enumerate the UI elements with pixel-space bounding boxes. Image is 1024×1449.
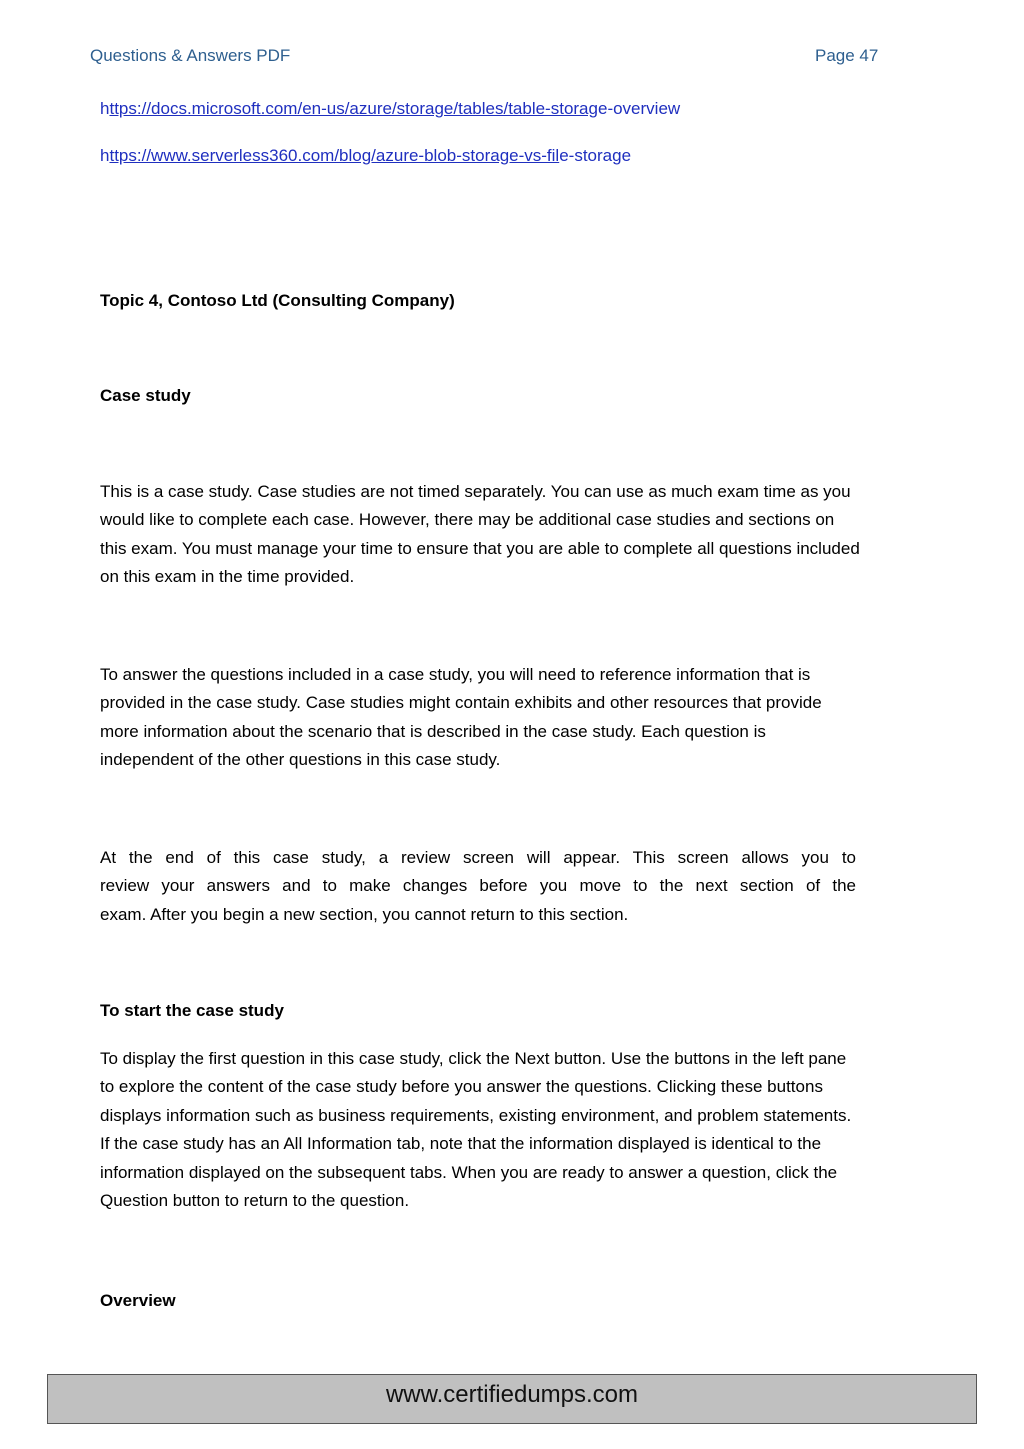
case-study-heading: Case study: [100, 386, 191, 405]
page-number: Page 47: [815, 46, 879, 65]
paragraph-line: to explore the content of the case study before you answer the questions. Clicking these buttons: [100, 1077, 823, 1097]
link-underlined-text[interactable]: ttps://www.serverless360.com/blog/azure-blob-storage-vs-fil: [109, 146, 560, 165]
paragraph-line: Question button to return to the question.: [100, 1191, 410, 1211]
paragraph-line: This is a case study. Case studies are not timed separately. You can use as much exam time as you: [100, 482, 851, 501]
topic-heading: Topic 4, Contoso Ltd (Consulting Company): [100, 291, 455, 310]
footer-website-text: www.certifiedumps.com: [385, 1381, 639, 1408]
paragraph-line: on this exam in the time provided.: [100, 567, 355, 587]
paragraph-line: To answer the questions included in a case study, you will need to reference information that is: [100, 665, 811, 684]
reference-link-blob-vs-file[interactable]: [100, 146, 631, 166]
paragraph-line: exam. After you begin a new section, you cannot return to this section.: [100, 904, 629, 924]
paragraph-line: independent of the other questions in this case study.: [100, 750, 501, 770]
paragraph-line: At the end of this case study, a review screen will appear. This screen allows you to: [100, 848, 856, 867]
paragraph-line: information displayed on the subsequent tabs. When you are ready to answer a question, click the: [100, 1162, 838, 1182]
paragraph-line: review your answers and to make changes before you move to the next section of the: [100, 876, 856, 896]
link-suffix: e-overview: [597, 99, 681, 118]
paragraph-line: To display the first question in this case study, click the Next button. Use the buttons in the left pane: [100, 1049, 847, 1068]
link-underlined-text[interactable]: ttps://docs.microsoft.com/en-us/azure/storage/tables/table-storag: [109, 99, 598, 118]
reference-link-table-storage[interactable]: [100, 99, 680, 119]
paragraph-line: this exam. You must manage your time to ensure that you are able to complete all questions included: [100, 538, 860, 558]
paragraph-line: If the case study has an All Information tab, note that the information displayed is identical to the: [100, 1134, 822, 1154]
paragraph-line: would like to complete each case. However, there may be additional case studies and sections on: [100, 510, 835, 530]
review-screen-paragraph: [100, 844, 856, 929]
start-case-study-heading: To start the case study: [100, 1001, 284, 1020]
link-suffix: e-storage: [559, 146, 632, 165]
paragraph-line: provided in the case study. Case studies might contain exhibits and other resources that provide: [100, 693, 822, 713]
footer-banner: [47, 1374, 977, 1424]
start-instructions-paragraph: [100, 1045, 851, 1215]
link-prefix: h: [100, 99, 110, 118]
overview-heading: Overview: [100, 1291, 176, 1310]
answering-questions-paragraph: [100, 661, 822, 775]
case-study-intro-paragraph: [100, 478, 860, 592]
page-header-title: Questions & Answers PDF: [90, 46, 291, 65]
paragraph-line: more information about the scenario that is described in the case study. Each question is: [100, 721, 766, 741]
link-prefix: h: [100, 146, 110, 165]
paragraph-line: displays information such as business requirements, existing environment, and problem statements.: [100, 1105, 852, 1125]
